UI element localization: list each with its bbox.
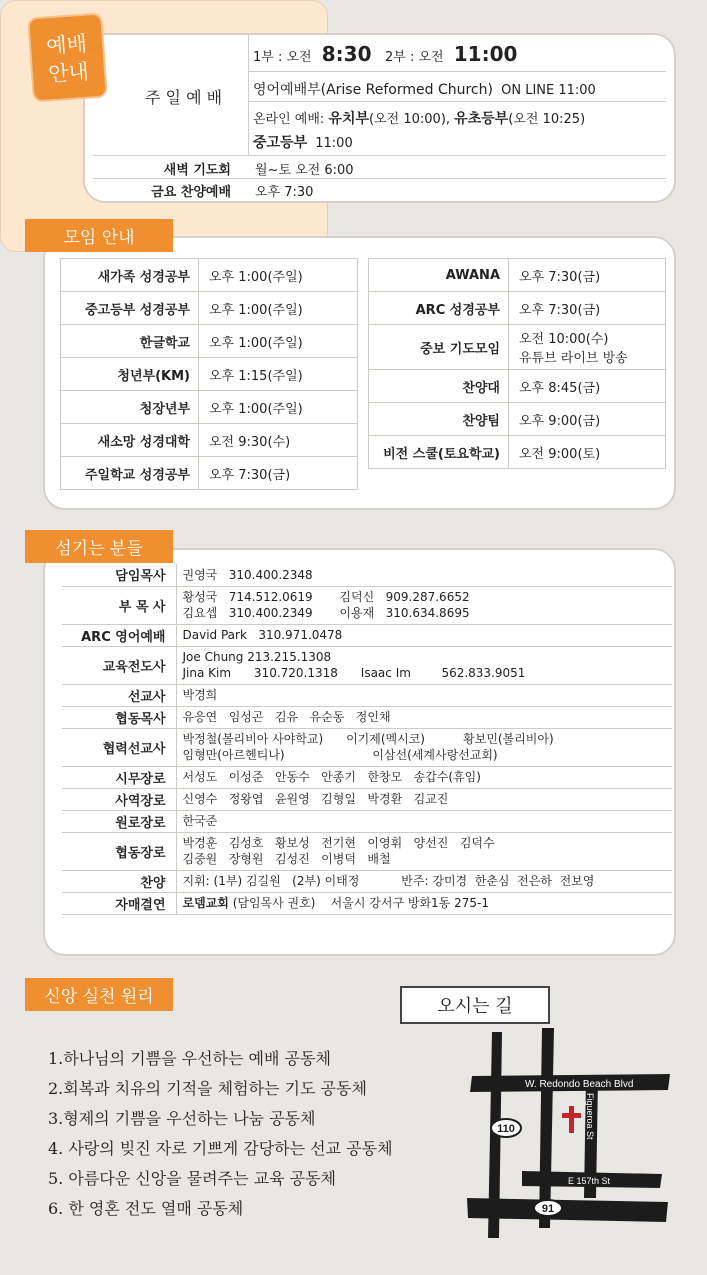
friday-worship-time: 오후 7:30 bbox=[255, 185, 314, 200]
meeting-time-line: 오후 1:00(주일) bbox=[209, 401, 303, 417]
staff-line bbox=[183, 895, 673, 911]
online-youth-label: 중고등부 bbox=[253, 135, 308, 151]
staff-role: 시무장로 bbox=[62, 766, 176, 788]
map-title: 오시는 길 bbox=[400, 986, 550, 1024]
online-service bbox=[253, 108, 585, 128]
staff-line bbox=[183, 567, 673, 583]
staff-members bbox=[176, 788, 672, 810]
staff-tab: 섬기는 분들 bbox=[25, 530, 173, 563]
meeting-time-line: 오후 1:00(주일) bbox=[209, 302, 303, 318]
street-redondo-label: W. Redondo Beach Blvd bbox=[525, 1079, 634, 1090]
meeting-time bbox=[199, 325, 358, 358]
staff-role: 사역장로 bbox=[62, 788, 176, 810]
meeting-time-line: 오후 7:30(금) bbox=[209, 467, 291, 483]
service1-time: 8:30 bbox=[321, 42, 372, 66]
staff-row bbox=[62, 684, 672, 706]
meeting-row bbox=[61, 358, 358, 391]
service2 bbox=[385, 42, 517, 66]
meeting-time-line: 오전 10:00(수) bbox=[519, 332, 609, 347]
directions-map bbox=[462, 1028, 670, 1243]
staff-row bbox=[62, 728, 672, 766]
divider bbox=[93, 155, 666, 156]
highway-110-shield bbox=[491, 1119, 521, 1137]
service1-prefix: 1부 : 오전 bbox=[253, 50, 312, 65]
meeting-name: 새가족 성경공부 bbox=[61, 259, 199, 292]
staff-line-text: 박경훈 김성호 황보성 전기현 이영휘 양선진 김덕수 bbox=[182, 836, 495, 850]
divider bbox=[93, 178, 666, 179]
staff-line-text: 박정철(볼리비아 사야학교) 이기제(멕시코) 황보민(볼리비아) bbox=[182, 732, 554, 746]
staff-members bbox=[176, 624, 672, 646]
principle-item: 5. 아름다운 신앙을 물려주는 교육 공동체 bbox=[48, 1169, 336, 1188]
staff-line-text: 한국준 bbox=[182, 814, 218, 828]
street-figueroa-label: Figueroa St bbox=[585, 1093, 595, 1140]
meeting-time-line: 오후 9:00(금) bbox=[519, 413, 601, 429]
staff-role: 자매결연 bbox=[62, 892, 176, 914]
staff-line-text: 황성국 714.512.0619 김덕신 909.287.6652 bbox=[182, 590, 470, 604]
dawn-prayer-label: 새벽 기도회 bbox=[163, 163, 231, 178]
staff-table bbox=[62, 564, 672, 915]
meeting-name: ARC 성경공부 bbox=[369, 292, 509, 325]
staff-role: 찬양 bbox=[62, 870, 176, 892]
meeting-time-line: 오전 9:30(수) bbox=[209, 434, 291, 450]
meeting-row bbox=[61, 424, 358, 457]
meeting-name: 찬양대 bbox=[369, 370, 509, 403]
worship-panel bbox=[83, 33, 676, 203]
staff-line-text: 박경희 bbox=[182, 688, 218, 702]
staff-line2: 임형만(아르헨티나) 이삼선(세계사랑선교회) bbox=[182, 748, 498, 762]
english-service-name: 영어예배부(Arise Reformed Church) bbox=[253, 82, 493, 98]
highway-110-label: 110 bbox=[497, 1123, 515, 1135]
meeting-time-line: 오후 8:45(금) bbox=[519, 380, 601, 396]
meeting-row bbox=[61, 391, 358, 424]
staff-role: 협동장로 bbox=[62, 832, 176, 870]
meeting-time bbox=[199, 358, 358, 391]
staff-role: 교육전도사 bbox=[62, 646, 176, 684]
meeting-row bbox=[369, 259, 666, 292]
staff-members bbox=[176, 646, 672, 684]
online-elementary-time: (오전 10:25) bbox=[508, 112, 586, 127]
dawn-prayer-time: 월~토 오전 6:00 bbox=[255, 163, 354, 178]
online-elementary: 유초등부 bbox=[454, 111, 509, 127]
staff-line-text: Joe Chung 213.215.1308 bbox=[182, 650, 332, 664]
meeting-time-line: 오전 9:00(토) bbox=[519, 446, 601, 462]
meeting-name: 비전 스쿨(토요학교) bbox=[369, 436, 509, 469]
meeting-time bbox=[199, 424, 358, 457]
principle-item: 1.하나님의 기쁨을 우선하는 예배 공동체 bbox=[48, 1049, 331, 1068]
meeting-time bbox=[509, 325, 666, 370]
service2-prefix: 2부 : 오전 bbox=[385, 50, 444, 65]
staff-line bbox=[183, 873, 673, 889]
meeting-name: 중보 기도모임 bbox=[369, 325, 509, 370]
meeting-row bbox=[369, 292, 666, 325]
meeting-name: AWANA bbox=[369, 259, 509, 292]
staff-line-text: 서성도 이성준 안동수 안종기 한창모 송갑수(휴임) bbox=[182, 770, 481, 784]
online-kinder-time: (오전 10:00), bbox=[369, 112, 451, 127]
staff-members bbox=[176, 892, 672, 914]
online-kinder: 유치부 bbox=[328, 111, 370, 127]
worship-info-badge bbox=[27, 12, 108, 102]
staff-line bbox=[183, 769, 673, 785]
staff-members bbox=[176, 586, 672, 624]
online-youth-time: 11:00 bbox=[315, 136, 353, 151]
principle-item: 4. 사랑의 빚진 자로 기쁘게 감당하는 선교 공동체 bbox=[48, 1139, 393, 1158]
divider bbox=[248, 71, 666, 72]
staff-row bbox=[62, 706, 672, 728]
meeting-row bbox=[61, 259, 358, 292]
divider bbox=[248, 101, 666, 102]
staff-role: 선교사 bbox=[62, 684, 176, 706]
meeting-row bbox=[61, 325, 358, 358]
staff-members bbox=[176, 870, 672, 892]
staff-members bbox=[176, 832, 672, 870]
principles-list bbox=[48, 1044, 393, 1224]
staff-role: 담임목사 bbox=[62, 564, 176, 586]
staff-line-text: David Park 310.971.0478 bbox=[182, 628, 343, 642]
staff-row bbox=[62, 788, 672, 810]
online-youth bbox=[253, 132, 353, 152]
meeting-row bbox=[61, 457, 358, 490]
staff-line-text: 권영국 310.400.2348 bbox=[182, 567, 313, 582]
staff-role: 원로장로 bbox=[62, 810, 176, 832]
meeting-row bbox=[61, 292, 358, 325]
principles-tab: 신앙 실천 원리 bbox=[25, 978, 173, 1011]
meeting-time-line: 오후 1:00(주일) bbox=[209, 269, 303, 285]
staff-line-text: 신영수 정왕엽 윤원영 김형일 박경환 김교진 bbox=[182, 792, 449, 806]
staff-line2: 김중원 장형원 김성진 이병덕 배철 bbox=[182, 852, 391, 866]
staff-row bbox=[62, 832, 672, 870]
staff-row bbox=[62, 870, 672, 892]
meeting-time-line: 오후 7:30(금) bbox=[519, 302, 601, 318]
staff-line-text: 유응연 임성곤 김유 유순동 정인채 bbox=[182, 710, 391, 724]
staff-line bbox=[183, 791, 673, 807]
staff-row bbox=[62, 586, 672, 624]
staff-row bbox=[62, 564, 672, 586]
meeting-time bbox=[199, 391, 358, 424]
meeting-name: 청년부(KM) bbox=[61, 358, 199, 391]
meeting-row bbox=[369, 403, 666, 436]
sunday-service-label: 주 일 예 배 bbox=[145, 88, 223, 107]
staff-role: 협력선교사 bbox=[62, 728, 176, 766]
staff-line bbox=[183, 627, 673, 643]
meetings-tab: 모임 안내 bbox=[25, 219, 173, 252]
online-prefix: 온라인 예배: bbox=[253, 112, 325, 127]
staff-members bbox=[176, 810, 672, 832]
staff-line-text: (담임목사 권호) 서울시 강서구 방화1동 275-1 bbox=[228, 896, 489, 910]
staff-line bbox=[183, 649, 673, 665]
service2-time: 11:00 bbox=[453, 42, 518, 66]
meeting-time bbox=[509, 403, 666, 436]
staff-members bbox=[176, 706, 672, 728]
staff-row bbox=[62, 766, 672, 788]
staff-line bbox=[183, 835, 673, 851]
staff-row bbox=[62, 646, 672, 684]
staff-line bbox=[183, 813, 673, 829]
meeting-time-line: 오후 1:15(주일) bbox=[209, 368, 303, 384]
meeting-name: 찬양팀 bbox=[369, 403, 509, 436]
highway-91-label: 91 bbox=[541, 1203, 555, 1215]
staff-role: ARC 영어예배 bbox=[62, 624, 176, 646]
meeting-time bbox=[509, 292, 666, 325]
church-cross-icon bbox=[562, 1106, 581, 1133]
staff-role: 부 목 사 bbox=[62, 586, 176, 624]
meetings-left-table bbox=[60, 258, 358, 490]
meeting-time bbox=[509, 370, 666, 403]
meeting-row bbox=[369, 325, 666, 370]
service1 bbox=[253, 42, 371, 66]
meeting-time bbox=[199, 292, 358, 325]
meeting-row bbox=[369, 370, 666, 403]
staff-row bbox=[62, 624, 672, 646]
principle-item: 3.형제의 기쁨을 우선하는 나눔 공동체 bbox=[48, 1109, 316, 1128]
staff-line bbox=[183, 709, 673, 725]
meeting-time-line2: 유튜브 라이브 방송 bbox=[519, 351, 628, 366]
highway-91-shield bbox=[534, 1200, 562, 1216]
road-91 bbox=[467, 1198, 668, 1222]
badge-line2: 안내 bbox=[47, 59, 90, 87]
staff-line2: Jina Kim 310.720.1318 Isaac Im 562.833.9051 bbox=[182, 666, 526, 680]
street-157th-label: E 157th St bbox=[568, 1176, 611, 1186]
meeting-time bbox=[509, 259, 666, 292]
meeting-time bbox=[199, 259, 358, 292]
road-west bbox=[539, 1028, 554, 1228]
english-service bbox=[253, 79, 596, 99]
staff-members bbox=[176, 728, 672, 766]
meeting-time bbox=[509, 436, 666, 469]
staff-line bbox=[183, 687, 673, 703]
staff-role: 협동목사 bbox=[62, 706, 176, 728]
staff-row bbox=[62, 810, 672, 832]
meeting-name: 중고등부 성경공부 bbox=[61, 292, 199, 325]
divider bbox=[248, 35, 249, 155]
meeting-time bbox=[199, 457, 358, 490]
meeting-name: 주일학교 성경공부 bbox=[61, 457, 199, 490]
friday-worship-label: 금요 찬양예배 bbox=[151, 185, 231, 200]
staff-line bbox=[183, 589, 673, 605]
staff-line2: 김요셉 310.400.2349 이용재 310.634.8695 bbox=[182, 606, 470, 620]
staff-members bbox=[176, 564, 672, 586]
staff-line bbox=[183, 731, 673, 747]
staff-members bbox=[176, 684, 672, 706]
staff-row bbox=[62, 892, 672, 914]
meeting-time-line: 오후 7:30(금) bbox=[519, 269, 601, 285]
principle-item: 2.회복과 치유의 기적을 체험하는 기도 공동체 bbox=[48, 1079, 367, 1098]
sister-church-name: 로뎀교회 bbox=[182, 896, 229, 910]
meeting-time-line: 오후 1:00(주일) bbox=[209, 335, 303, 351]
meeting-name: 청장년부 bbox=[61, 391, 199, 424]
staff-members bbox=[176, 766, 672, 788]
meetings-right-table bbox=[368, 258, 666, 469]
staff-line-text: 지휘: (1부) 김길원 (2부) 이태정 반주: 강미경 한춘심 전은하 전보영 bbox=[182, 874, 595, 888]
meeting-name: 새소망 성경대학 bbox=[61, 424, 199, 457]
meeting-row bbox=[369, 436, 666, 469]
principle-item: 6. 한 영혼 전도 열매 공동체 bbox=[48, 1199, 244, 1218]
meeting-name: 한글학교 bbox=[61, 325, 199, 358]
badge-line1: 예배 bbox=[45, 31, 88, 59]
english-service-info: ON LINE 11:00 bbox=[501, 83, 596, 98]
